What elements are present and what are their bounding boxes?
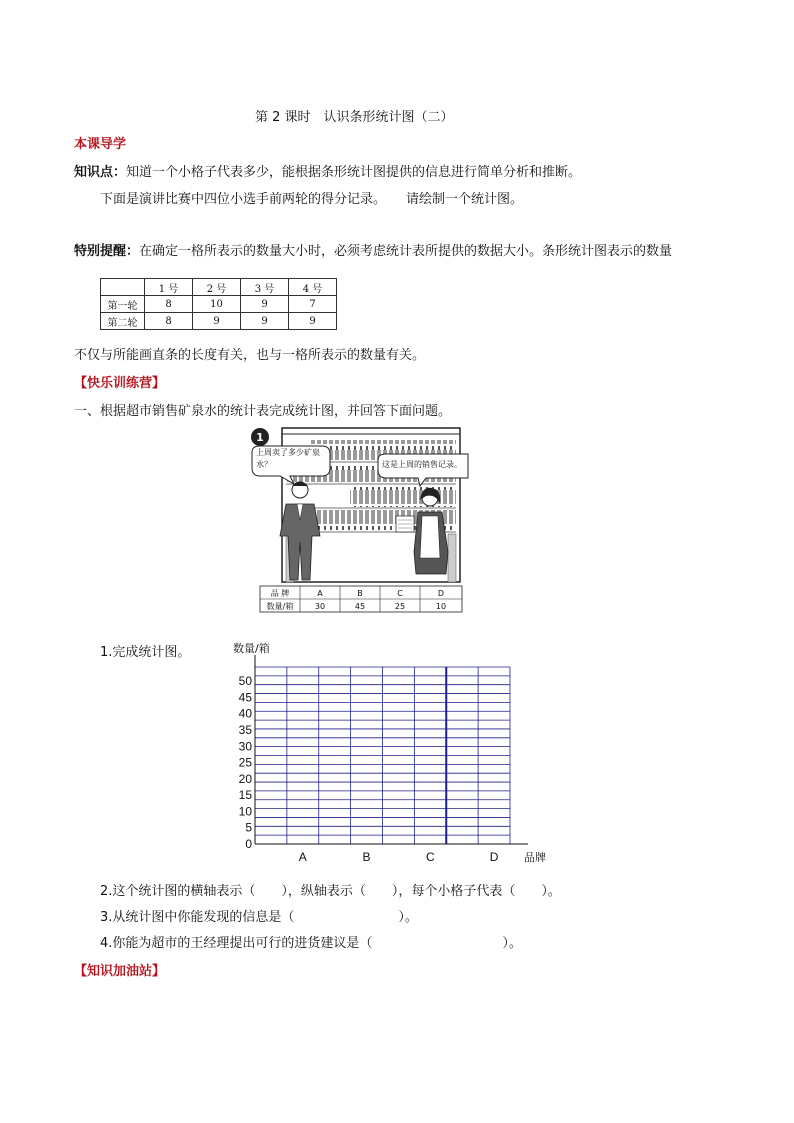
table-row — [101, 279, 337, 296]
table-cell: 7 — [289, 296, 337, 313]
tip-label: 特别提醒： — [74, 244, 140, 259]
knowledge-text: 知道一个小格子代表多少，能根据条形统计图提供的信息进行简单分析和推断。 — [126, 165, 582, 180]
intro-line-a: 下面是演讲比赛中四位小选手前两轮的得分记录。 — [100, 192, 387, 207]
intro-line-b: 请绘制一个统计图。 — [406, 192, 524, 207]
lesson-title: 第 2 课时 认识条形统计图（二） — [255, 110, 454, 125]
y-tick-label: 40 — [238, 706, 252, 721]
knowledge-label: 知识点： — [74, 165, 127, 180]
sub-question-1: 1.完成统计图。 — [100, 645, 191, 660]
y-tick-label: 10 — [238, 804, 252, 819]
y-tick-label: 15 — [238, 788, 252, 803]
x-tick-label: B — [362, 850, 371, 864]
sub-question-3: 3.从统计图中你能发现的信息是（ ）。 — [100, 910, 418, 925]
table-cell: 4 号 — [289, 279, 337, 296]
sub-question-2: 2.这个统计图的横轴表示（ ），纵轴表示（ ），每个小格子代表（ ）。 — [100, 884, 561, 899]
table-cell: 1 号 — [145, 279, 193, 296]
supermarket-scene-image — [250, 424, 464, 614]
boost-heading: 【知识加油站】 — [74, 964, 166, 979]
sales-cell: 30 — [314, 602, 326, 611]
sub-question-4: 4.你能为超市的王经理提出可行的进货建议是（ ）。 — [100, 936, 522, 951]
table-cell: 3 号 — [241, 279, 289, 296]
sales-cell: 45 — [354, 602, 366, 611]
guide-heading: 本课导学 — [74, 137, 127, 152]
table-cell — [101, 279, 145, 296]
x-tick-label: C — [425, 850, 435, 864]
y-tick-label: 25 — [238, 755, 252, 770]
table-row — [101, 313, 337, 330]
table-cell: 第二轮 — [101, 313, 145, 330]
knowledge-point — [74, 161, 581, 180]
y-tick-label: 50 — [238, 674, 252, 689]
sales-cell: 10 — [435, 602, 447, 611]
question-1: 一、根据超市销售矿泉水的统计表完成统计图，并回答下面问题。 — [74, 404, 452, 419]
supermarket-illustration — [250, 424, 464, 614]
x-tick-label: A — [298, 850, 307, 864]
y-tick-label: 35 — [238, 723, 252, 738]
table-cell: 第一轮 — [101, 296, 145, 313]
bubble-right-text: 这是上周的销售记录。 — [382, 460, 462, 469]
y-tick-label: 0 — [245, 837, 252, 851]
sales-cell: 25 — [394, 602, 406, 611]
tip-continuation: 不仅与所能画直条的长度有关，也与一格所表示的数量有关。 — [74, 348, 426, 363]
bar-chart-svg — [225, 640, 546, 870]
sales-header: D — [437, 589, 445, 598]
y-tick-label: 30 — [238, 739, 252, 754]
training-heading: 【快乐训练营】 — [74, 376, 166, 391]
table-cell: 10 — [193, 296, 241, 313]
bubble-left-text: 上周卖了多少矿泉水？ — [256, 448, 320, 469]
table-cell: 9 — [241, 313, 289, 330]
sales-header: A — [317, 589, 323, 598]
y-tick-label: 5 — [245, 820, 252, 835]
table-cell: 2 号 — [193, 279, 241, 296]
tip — [74, 240, 672, 259]
sales-header: 品 牌 — [270, 589, 290, 598]
sales-header: C — [397, 589, 403, 598]
bar-chart — [225, 640, 546, 870]
x-tick-label: D — [489, 850, 499, 864]
tip-text: 在确定一格所表示的数量大小时，必须考虑统计表所提供的数据大小。条形统计图表示的数量 — [139, 244, 673, 259]
table-cell: 8 — [145, 296, 193, 313]
table-cell: 9 — [193, 313, 241, 330]
table-row — [101, 296, 337, 313]
illustration-number: 1 — [256, 431, 264, 444]
sales-cell: 数量/箱 — [266, 602, 294, 611]
x-axis-label: 品牌 — [524, 851, 546, 864]
table-cell: 8 — [145, 313, 193, 330]
score-table — [100, 278, 337, 330]
y-tick-label: 45 — [238, 690, 252, 705]
intro-line — [100, 188, 523, 207]
table-cell: 9 — [289, 313, 337, 330]
y-tick-label: 20 — [238, 771, 252, 786]
table-cell: 9 — [241, 296, 289, 313]
sales-header: B — [357, 589, 363, 598]
y-axis-label: 数量/箱 — [233, 642, 270, 655]
